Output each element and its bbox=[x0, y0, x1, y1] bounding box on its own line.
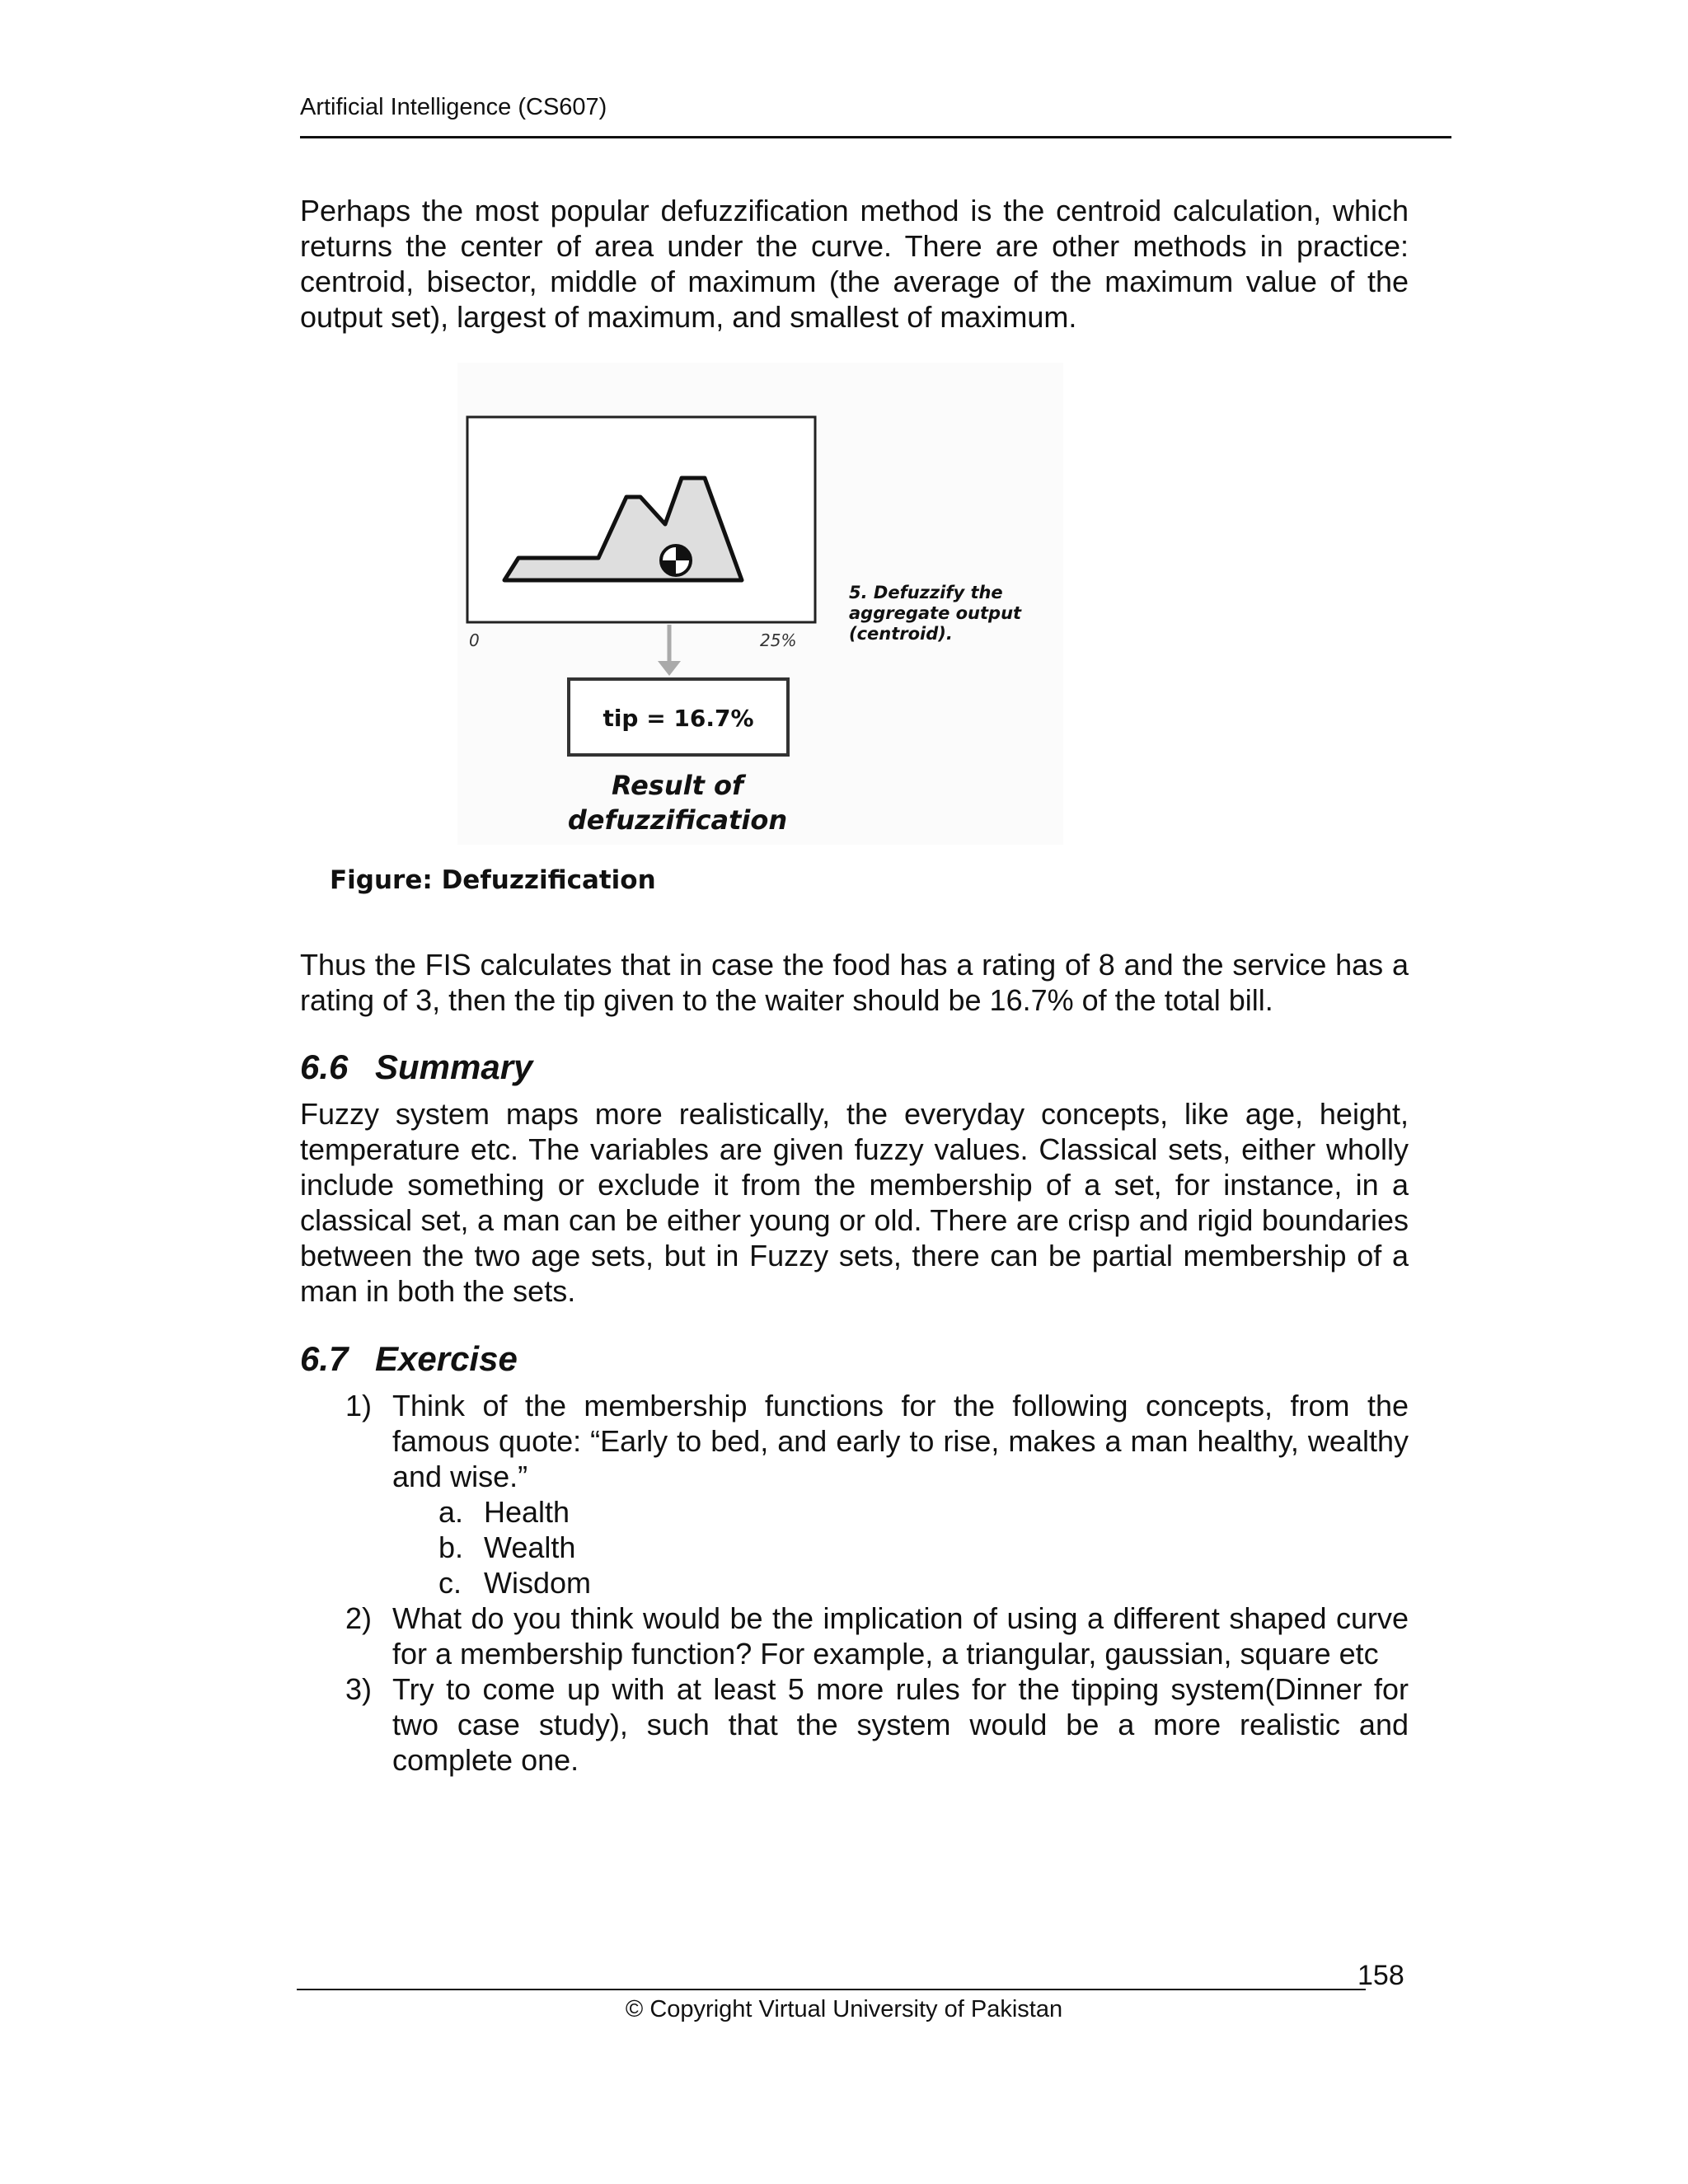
exercise-item-text: What do you think would be the implication of using a different shaped curve for a membership function? For example, a triangular, gaussian, square etc bbox=[392, 1601, 1409, 1671]
exercise-section-title: Exercise bbox=[375, 1339, 518, 1378]
exercise-item bbox=[300, 1388, 1409, 1494]
exercise-item-number: 1) bbox=[345, 1389, 373, 1422]
summary-section-number: 6.6 bbox=[300, 1047, 349, 1086]
result-caption-line2: defuzzification bbox=[567, 804, 788, 836]
page-number: 158 bbox=[1357, 1960, 1404, 1991]
exercise-item bbox=[300, 1601, 1409, 1671]
exercise-subitem bbox=[300, 1494, 1409, 1530]
step-label-line3: (centroid). bbox=[849, 624, 953, 644]
exercise-subitem bbox=[300, 1565, 1409, 1601]
summary-paragraph: Fuzzy system maps more realistically, the everyday concepts, like age, height, temperature etc. The variables are given fuzzy values. Classical sets, either wholly include something or exclude it from the membership of a set, for instance, in a classical set, a man can be either young or old. There are crisp and rigid boundaries between the two age sets, but in Fuzzy sets, there can be partial membership of a man in both the sets. bbox=[300, 1097, 1409, 1308]
exercise-item-text: Think of the membership functions for the following concepts, from the famous quote: “Early to bed, and early to rise, makes a man healthy, wealthy and wise.” bbox=[392, 1389, 1409, 1493]
exercise-subitem-text: Wisdom bbox=[484, 1566, 592, 1600]
exercise-section-number: 6.7 bbox=[300, 1339, 349, 1378]
copyright-notice: © Copyright Virtual University of Pakistan bbox=[625, 1996, 1063, 2022]
header-divider bbox=[300, 136, 1451, 138]
conclusion-paragraph: Thus the FIS calculates that in case the food has a rating of 8 and the service has a rating of 3, then the tip given to the waiter should be 16.7% of the total bill. bbox=[300, 948, 1409, 1017]
exercise-item bbox=[300, 1671, 1409, 1778]
exercise-item-number: 2) bbox=[345, 1601, 373, 1635]
running-header: Artificial Intelligence (CS607) bbox=[300, 94, 607, 120]
exercise-item-number: 3) bbox=[345, 1672, 373, 1706]
footer-divider bbox=[297, 1989, 1366, 1990]
exercise-list bbox=[300, 1388, 1409, 1778]
exercise-subitem-text: Wealth bbox=[484, 1530, 576, 1564]
axis-min-label: 0 bbox=[469, 630, 480, 650]
exercise-heading bbox=[300, 1338, 518, 1380]
summary-heading bbox=[300, 1047, 532, 1088]
result-box-text: tip = 16.7% bbox=[603, 705, 754, 732]
exercise-subitem-letter: b. bbox=[438, 1530, 464, 1564]
step-label-line1: 5. Defuzzify the bbox=[849, 583, 1003, 602]
axis-max-label: 25% bbox=[760, 630, 797, 650]
figure-caption: Figure: Defuzzification bbox=[330, 865, 656, 895]
step-label-line2: aggregate output bbox=[849, 603, 1022, 623]
exercise-subitem-text: Health bbox=[484, 1495, 570, 1529]
exercise-item-text: Try to come up with at least 5 more rules for the tipping system(Dinner for two case study), such that the system would be a more realistic and complete one. bbox=[392, 1672, 1409, 1777]
summary-section-title: Summary bbox=[375, 1047, 533, 1086]
exercise-subitem-letter: a. bbox=[438, 1495, 464, 1529]
centroid-icon bbox=[661, 546, 691, 575]
exercise-subitem bbox=[300, 1530, 1409, 1565]
exercise-subitem-letter: c. bbox=[438, 1566, 462, 1600]
defuzzification-figure bbox=[457, 363, 1063, 845]
result-caption-line1: Result of bbox=[612, 770, 743, 801]
intro-paragraph: Perhaps the most popular defuzzification method is the centroid calculation, which returns the center of area under the curve. There are other methods in practice: centroid, bisector, middle of maximum (the average of the maximum value of the output set), largest of maximum, and smallest of maximum. bbox=[300, 194, 1409, 334]
